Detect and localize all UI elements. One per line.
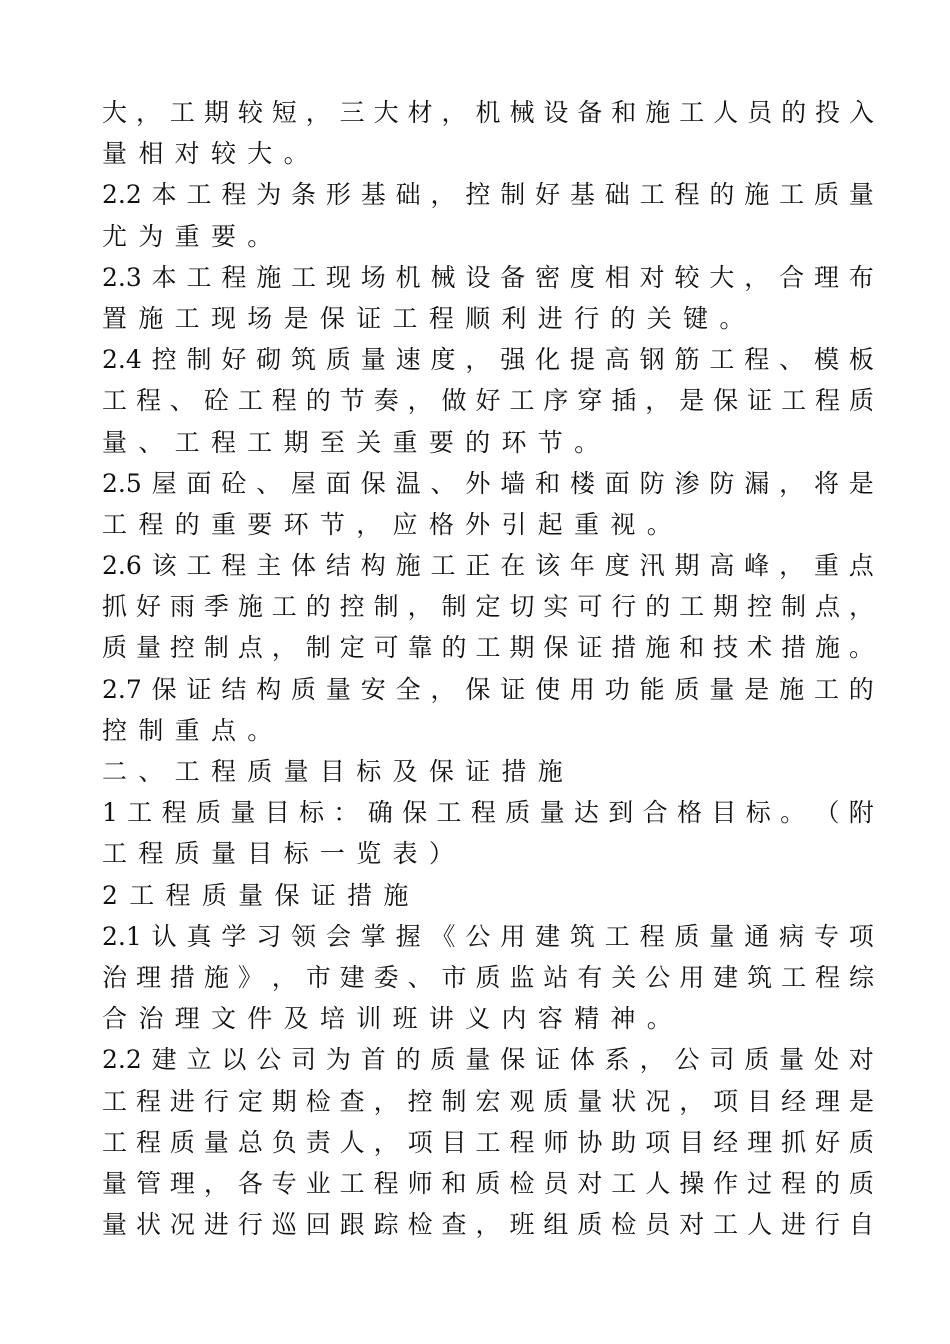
text-line: 2 工 程 质 量 保 证 措 施: [102, 880, 409, 910]
text-line: 2.1 认 真 学 习 领 会 掌 握 《 公 用 建 筑 工 程 质 量 通 病 专 项: [102, 921, 874, 951]
text-line: 控 制 重 点 。: [102, 715, 273, 745]
text-line: 量 状 况 进 行 巡 回 跟 踪 检 查 ， 班 组 质 检 员 对 工 人 进 行 自: [102, 1210, 874, 1240]
text-line: 2.6 该 工 程 主 体 结 构 施 工 正 在 该 年 度 汛 期 高 峰 ， 重 点: [102, 551, 874, 581]
text-line: 工 程 质 量 总 负 责 人 ， 项 目 工 程 师 协 助 项 目 经 理 抓 好 质: [102, 1127, 874, 1157]
text-line: 抓 好 雨 季 施 工 的 控 制 ， 制 定 切 实 可 行 的 工 期 控 制 点 ，: [102, 592, 874, 622]
text-line: 质 量 控 制 点 ， 制 定 可 靠 的 工 期 保 证 措 施 和 技 术 措 施 。: [102, 633, 874, 663]
text-line: 大 ， 工 期 较 短 ， 三 大 材 ， 机 械 设 备 和 施 工 人 员 的 投 入: [102, 98, 874, 127]
text-line: 置 施 工 现 场 是 保 证 工 程 顺 利 进 行 的 关 键 。: [102, 303, 745, 333]
text-line: 工 程 、 砼 工 程 的 节 奏 ， 做 好 工 序 穿 插 ， 是 保 证 工 程 质: [102, 386, 874, 416]
text-line: 2.4 控 制 好 砌 筑 质 量 速 度 ， 强 化 提 高 钢 筋 工 程 、 模 板: [102, 345, 874, 375]
text-line: 2.3 本 工 程 施 工 现 场 机 械 设 备 密 度 相 对 较 大 ， 合 理 布: [102, 262, 874, 292]
text-line: 量 相 对 较 大 。: [102, 139, 309, 169]
text-line: 2.7 保 证 结 构 质 量 安 全 ， 保 证 使 用 功 能 质 量 是 施 工 的: [102, 674, 874, 704]
text-line: 2.5 屋 面 砼 、 屋 面 保 温 、 外 墙 和 楼 面 防 渗 防 漏 ， 将 是: [102, 468, 874, 498]
text-line: 量 管 理 ， 各 专 业 工 程 师 和 质 检 员 对 工 人 操 作 过 程 的 质: [102, 1168, 874, 1198]
text-line: 二 、 工 程 质 量 目 标 及 保 证 措 施: [102, 757, 563, 786]
document-body: [102, 92, 874, 1245]
text-line: 2.2 建 立 以 公 司 为 首 的 质 量 保 证 体 系 ， 公 司 质 量 处 对: [102, 1045, 874, 1075]
text-line: 2.2 本 工 程 为 条 形 基 础 ， 控 制 好 基 础 工 程 的 施 工 质 量: [102, 180, 874, 210]
text-line: 工 程 进 行 定 期 检 查 ， 控 制 宏 观 质 量 状 况 ， 项 目 经 理 是: [102, 1086, 874, 1116]
text-line: 1 工 程 质 量 目 标 ： 确 保 工 程 质 量 达 到 合 格 目 标 。 （ 附: [102, 798, 874, 828]
text-line: 工 程 的 重 要 环 节 ， 应 格 外 引 起 重 视 。: [102, 509, 672, 539]
text-line: 治 理 措 施 》 ， 市 建 委 、 市 质 监 站 有 关 公 用 建 筑 工 程 综: [102, 962, 874, 992]
text-line: 量 、 工 程 工 期 至 关 重 要 的 环 节 。: [102, 427, 600, 457]
text-line: 尤 为 重 要 。: [102, 221, 273, 251]
text-line: 合 治 理 文 件 及 培 训 班 讲 义 内 容 精 神 。: [102, 1004, 672, 1034]
text-line: 工 程 质 量 目 标 一 览 表 ）: [102, 839, 454, 869]
